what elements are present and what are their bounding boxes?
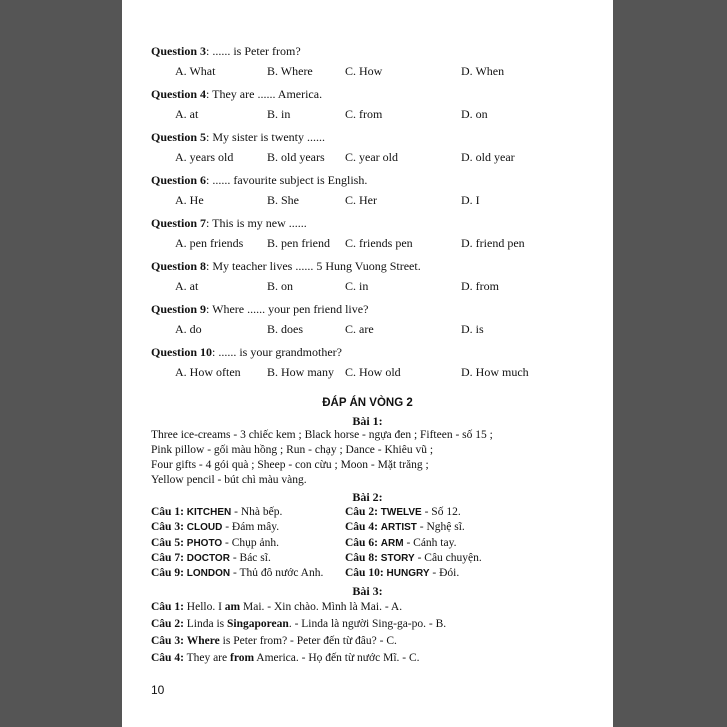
answer-option: A. at (175, 107, 199, 121)
bai3-item (151, 601, 402, 613)
left-margin-band (0, 0, 122, 727)
bai3-item-post: . - Linda là người Sing-ga-po. - B. (288, 618, 447, 630)
bai3-item-pre: They are (183, 652, 230, 664)
answer-option: B. How many (267, 365, 334, 379)
bai2-item (345, 552, 482, 564)
bai2-item-word: PHOTO (186, 537, 223, 549)
bai2-item-label: Câu 7: (151, 551, 184, 564)
bai2-item-word: STORY (380, 552, 415, 564)
bai2-item (345, 506, 461, 518)
document-page (122, 0, 613, 727)
bai3-item-label: Câu 3: (151, 635, 184, 647)
answer-option: C. year old (345, 150, 398, 164)
question-text: : ...... is your grandmother? (212, 345, 342, 359)
question-text: : My teacher lives ...... 5 Hung Vuong Street. (206, 259, 421, 273)
answer-option: B. does (267, 322, 303, 336)
question-text: : Where ...... your pen friend live? (206, 302, 369, 316)
answer-option: C. in (345, 279, 369, 293)
bai2-item-label: Câu 5: (151, 536, 184, 549)
answer-option: B. in (267, 107, 291, 121)
question-text: : My sister is twenty ...... (206, 130, 326, 144)
bai2-item-label: Câu 10: (345, 567, 384, 580)
question-stem (151, 302, 368, 317)
bai2-item-meaning: - Câu chuyện. (414, 551, 482, 564)
question-text: : ...... is Peter from? (206, 44, 301, 58)
bai2-item (151, 537, 279, 549)
bai2-item (345, 537, 456, 549)
bai2-item-meaning: - Đám mây. (222, 521, 280, 534)
bai2-item-label: Câu 6: (345, 536, 378, 549)
answer-option: C. Her (345, 193, 377, 207)
bai3-item-label: Câu 4: (151, 652, 184, 664)
answer-option: C. friends pen (345, 236, 413, 250)
bai3-item-bold: Singaporean (227, 618, 289, 630)
answer-option: A. How often (175, 365, 241, 379)
question-label: Question 3 (151, 44, 207, 58)
answer-option: A. What (175, 64, 216, 78)
bai2-item-meaning: - Cánh tay. (403, 536, 457, 549)
answer-option: D. from (461, 279, 499, 293)
answer-option: D. is (461, 322, 484, 336)
bai3-item-post: is Peter from? - Peter đến từ đâu? - C. (219, 635, 397, 647)
answer-option: A. pen friends (175, 236, 244, 250)
bai2-item-label: Câu 1: (151, 506, 184, 518)
bai3-item-label: Câu 1: (151, 601, 184, 613)
bai2-item-label: Câu 2: (345, 506, 378, 518)
bai2-item-meaning: - Bác sĩ. (229, 551, 271, 564)
bai2-item (151, 567, 323, 579)
bai3-item-post: Mai. - Xin chào. Mình là Mai. - A. (240, 601, 403, 613)
bai2-item-word: ARM (380, 537, 404, 549)
answer-option: B. pen friend (267, 236, 330, 250)
bai3-item (151, 652, 420, 664)
bai2-item-word: CLOUD (186, 522, 223, 534)
bai2-item-label: Câu 9: (151, 567, 184, 580)
bai2-item-word: KITCHEN (186, 507, 232, 518)
bai2-item-meaning: - Nghệ sĩ. (416, 521, 465, 534)
bai2-item-word: HUNGRY (386, 568, 430, 580)
question-label: Question 9 (151, 302, 207, 316)
bai2-item (345, 567, 459, 579)
answer-option: A. He (175, 193, 204, 207)
question-stem (151, 130, 325, 145)
bai2-item-meaning: - Chụp ảnh. (222, 536, 280, 549)
answer-option: C. How old (345, 365, 401, 379)
answer-option: D. friend pen (461, 236, 525, 250)
answer-option: B. on (267, 279, 294, 293)
answer-option: A. at (175, 279, 199, 293)
answer-option: C. from (345, 107, 383, 121)
bai2-item-meaning: - Đói. (429, 567, 460, 580)
bai3-item-pre: Linda is (183, 618, 228, 630)
bai2-item-label: Câu 4: (345, 521, 378, 534)
question-label: Question 5 (151, 130, 207, 144)
bai3-item-pre: Hello. I (183, 601, 225, 613)
question-text: : ...... favourite subject is English. (206, 173, 368, 187)
question-stem (151, 173, 367, 188)
question-label: Question 7 (151, 216, 207, 230)
right-margin-band (613, 0, 727, 727)
bai3-item-label: Câu 2: (151, 618, 184, 630)
bai3-item-bold: from (230, 652, 255, 664)
answer-option: C. are (345, 322, 374, 336)
bai3-item (151, 635, 397, 647)
bai2-item (151, 506, 282, 518)
answer-option: D. on (461, 107, 488, 121)
bai3-item-bold: am (224, 601, 241, 613)
answer-option: D. When (461, 64, 505, 78)
answer-option: B. She (267, 193, 300, 207)
bai1-line: Pink pillow - gối màu hồng ; Run - chạy ; Dance - Khiêu vũ ; (151, 444, 434, 456)
page-number: 10 (151, 683, 165, 697)
bai2-item-meaning: - Nhà bếp. (231, 506, 283, 518)
answer-option: D. I (461, 193, 480, 207)
answer-option: D. How much (461, 365, 529, 379)
question-stem (151, 259, 421, 274)
bai2-title: Bài 2: (352, 490, 383, 504)
question-stem (151, 216, 307, 231)
answer-heading: ĐÁP ÁN VÒNG 2 (322, 397, 413, 409)
answer-option: D. old year (461, 150, 515, 164)
question-stem (151, 44, 301, 59)
bai2-item-meaning: - Thủ đô nước Anh. (230, 567, 324, 580)
answer-option: C. How (345, 64, 383, 78)
bai2-item-word: DOCTOR (186, 552, 230, 564)
bai2-item (345, 521, 465, 533)
question-text: : This is my new ...... (206, 216, 307, 230)
bai3-item-bold: Where (186, 635, 220, 647)
bai2-item-label: Câu 8: (345, 551, 378, 564)
bai3-item-post: America. - Họ đến từ nước Mĩ. - C. (254, 652, 420, 664)
question-stem (151, 87, 322, 102)
bai1-line: Yellow pencil - bút chì màu vàng. (151, 474, 307, 486)
answer-option: B. Where (267, 64, 313, 78)
bai2-item-word: TWELVE (380, 507, 422, 518)
question-label: Question 4 (151, 87, 207, 101)
question-stem (151, 345, 342, 360)
bai2-item (151, 521, 279, 533)
question-label: Question 8 (151, 259, 207, 273)
bai2-item-label: Câu 3: (151, 521, 184, 534)
bai2-item-word: ARTIST (380, 522, 417, 534)
bai3-item (151, 618, 446, 630)
bai2-item-meaning: - Số 12. (421, 506, 461, 518)
answer-option: B. old years (267, 150, 325, 164)
bai2-item (151, 552, 271, 564)
question-text: : They are ...... America. (206, 87, 323, 101)
bai1-line: Three ice-creams - 3 chiếc kem ; Black horse - ngựa đen ; Fifteen - số 15 ; (151, 429, 493, 441)
bai1-title: Bài 1: (352, 414, 383, 428)
question-label: Question 10 (151, 345, 213, 359)
bai3-title: Bài 3: (352, 584, 383, 598)
bai1-line: Four gifts - 4 gói quà ; Sheep - con cừu ; Moon - Mặt trăng ; (151, 459, 429, 471)
question-label: Question 6 (151, 173, 207, 187)
answer-option: A. do (175, 322, 202, 336)
answer-option: A. years old (175, 150, 234, 164)
bai2-item-word: LONDON (186, 568, 231, 580)
